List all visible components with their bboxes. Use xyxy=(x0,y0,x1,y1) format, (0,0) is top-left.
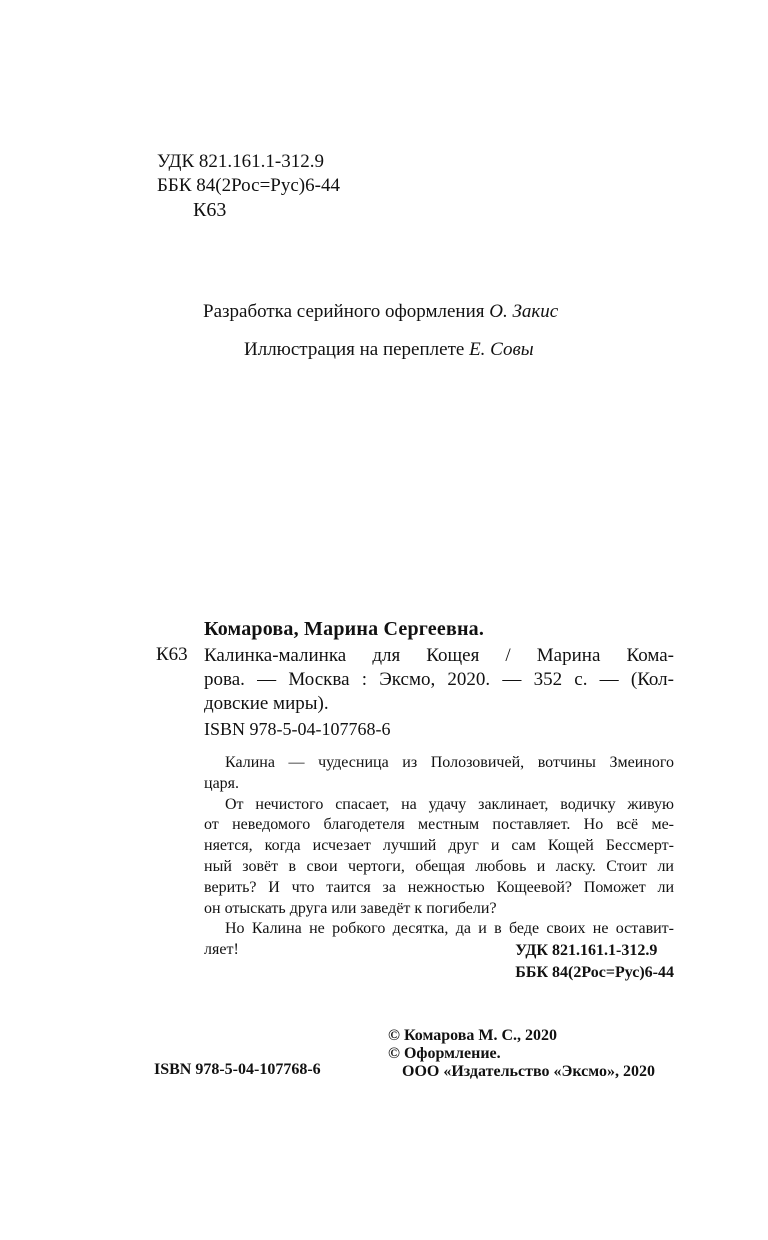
cover-illustration-name: Е. Совы xyxy=(469,339,534,360)
cover-illustration-credit xyxy=(244,339,534,361)
annotation-line: От нечистого спасает, на удачу заклинает, водичку живую xyxy=(225,795,674,813)
bibliographic-description xyxy=(204,644,674,716)
card-udk: УДК 821.161.1-312.9 xyxy=(515,942,658,959)
annotation-line: Но Калина не робкого десятка, да и в беде своих не оставит- xyxy=(225,920,674,938)
card-bbk: ББК 84(2Рос=Рус)6-44 xyxy=(515,964,674,981)
annotation-line: няется, когда исчезает лучший друг и сам Кощей Бессмерт- xyxy=(204,837,674,855)
top-udk: УДК 821.161.1-312.9 xyxy=(157,151,324,172)
card-classification-block xyxy=(515,940,674,984)
annotation-line: верить? И что таится за нежностью Кощеевой? Поможет ли xyxy=(204,878,674,896)
top-classification-block xyxy=(157,150,340,222)
annotation xyxy=(204,753,674,961)
card-author-heading: Комарова, Марина Сергеевна. xyxy=(204,618,485,640)
annotation-line: царя. xyxy=(204,774,240,792)
annotation-line: он отыскать друга или заведёт к погибели? xyxy=(204,899,497,917)
top-author-mark: К63 xyxy=(193,199,227,221)
series-design-credit xyxy=(203,301,558,323)
top-bbk: ББК 84(2Рос=Рус)6-44 xyxy=(157,175,340,196)
annotation-line: ный зовёт в свои чертоги, обещая любовь и ласку. Стоит ли xyxy=(204,857,674,875)
copyright-publisher: ООО «Издательство «Эксмо», 2020 xyxy=(402,1063,655,1080)
copyright-author: © Комарова М. С., 2020 xyxy=(388,1027,558,1044)
series-design-label: Разработка серийного оформления xyxy=(203,301,485,322)
annotation-line: Калина — чудесница из Полозовичей, вотчины Змеиного xyxy=(225,754,674,771)
cover-illustration-label: Иллюстрация на переплете xyxy=(244,339,465,360)
bib-line: рова. — Москва : Эксмо, 2020. — 352 с. — (Кол- xyxy=(204,669,674,690)
card-author-mark: К63 xyxy=(156,644,188,665)
bib-line: Калинка-малинка для Кощея / Марина Кома- xyxy=(204,645,674,666)
bottom-isbn: ISBN 978-5-04-107768-6 xyxy=(154,1061,321,1078)
bib-line: довские миры). xyxy=(204,693,329,714)
annotation-line: от неведомого благодетеля местным поставляет. Но всё ме- xyxy=(204,816,674,834)
copyright-block xyxy=(388,1027,655,1081)
copyright-design: © Оформление. xyxy=(388,1045,501,1062)
card-isbn: ISBN 978-5-04-107768-6 xyxy=(204,719,391,739)
series-design-name: О. Закис xyxy=(489,301,559,322)
annotation-line: ляет! xyxy=(204,941,239,959)
